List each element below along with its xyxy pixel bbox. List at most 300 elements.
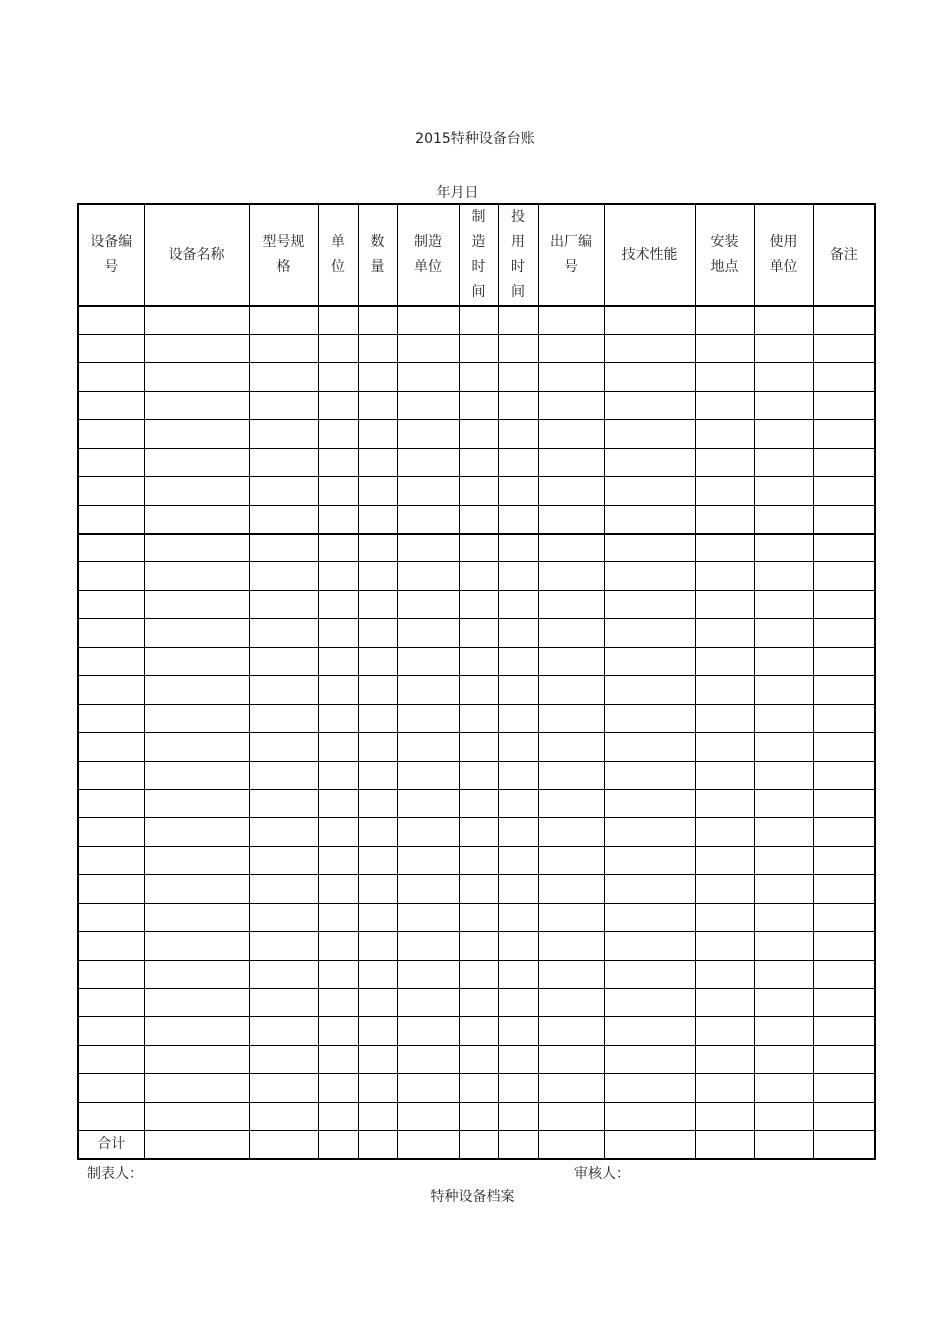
table-cell[interactable] [318,733,358,761]
table-cell[interactable] [498,448,538,476]
table-cell[interactable] [813,534,875,562]
table-cell[interactable] [754,932,813,960]
table-cell[interactable] [604,1045,695,1073]
table-cell[interactable] [538,818,604,846]
table-cell[interactable] [813,1102,875,1130]
table-cell[interactable] [813,960,875,988]
table-cell[interactable] [498,676,538,704]
table-cell[interactable] [144,334,249,362]
table-cell[interactable] [144,1074,249,1102]
table-cell[interactable] [78,619,144,647]
table-cell[interactable] [397,1074,459,1102]
table-cell[interactable] [498,704,538,732]
table-cell[interactable] [318,334,358,362]
table-cell[interactable] [459,1131,498,1159]
table-cell[interactable] [144,761,249,789]
table-cell[interactable] [459,960,498,988]
table-cell[interactable] [538,562,604,590]
table-cell[interactable] [695,761,754,789]
table-cell[interactable] [813,590,875,618]
table-cell[interactable] [498,420,538,448]
table-cell[interactable] [695,932,754,960]
table-cell[interactable] [144,391,249,419]
table-cell[interactable] [318,789,358,817]
table-cell[interactable] [459,391,498,419]
table-cell[interactable] [249,1131,318,1159]
table-cell[interactable] [358,505,397,533]
table-cell[interactable] [459,1074,498,1102]
table-cell[interactable] [459,1102,498,1130]
table-cell[interactable] [604,334,695,362]
table-cell[interactable] [358,1131,397,1159]
table-cell[interactable] [358,1102,397,1130]
table-cell[interactable] [358,534,397,562]
table-cell[interactable] [144,448,249,476]
table-cell[interactable] [358,846,397,874]
table-cell[interactable] [249,363,318,391]
table-cell[interactable] [318,846,358,874]
table-cell[interactable] [498,647,538,675]
table-cell[interactable] [459,818,498,846]
table-cell[interactable] [249,1074,318,1102]
table-cell[interactable] [397,647,459,675]
table-cell[interactable] [498,1017,538,1045]
table-cell[interactable] [397,562,459,590]
table-cell[interactable] [78,875,144,903]
table-cell[interactable] [397,590,459,618]
table-cell[interactable] [249,761,318,789]
table-cell[interactable] [813,761,875,789]
table-cell[interactable] [358,590,397,618]
table-cell[interactable] [695,846,754,874]
table-cell[interactable] [249,1102,318,1130]
table-cell[interactable] [498,391,538,419]
table-cell[interactable] [358,420,397,448]
table-cell[interactable] [604,761,695,789]
table-cell[interactable] [459,420,498,448]
table-cell[interactable] [358,1074,397,1102]
table-cell[interactable] [538,1045,604,1073]
table-cell[interactable] [144,1017,249,1045]
table-cell[interactable] [459,334,498,362]
table-cell[interactable] [604,590,695,618]
table-cell[interactable] [78,789,144,817]
table-cell[interactable] [695,676,754,704]
table-cell[interactable] [78,306,144,334]
table-cell[interactable] [397,1131,459,1159]
table-cell[interactable] [78,989,144,1017]
table-cell[interactable] [358,334,397,362]
table-cell[interactable] [318,1045,358,1073]
table-cell[interactable] [754,960,813,988]
table-cell[interactable] [318,448,358,476]
table-cell[interactable] [358,875,397,903]
table-cell[interactable] [249,989,318,1017]
table-cell[interactable] [754,420,813,448]
table-cell[interactable] [78,534,144,562]
table-cell[interactable] [813,818,875,846]
table-cell[interactable] [144,818,249,846]
table-cell[interactable] [358,306,397,334]
table-cell[interactable] [813,704,875,732]
table-cell[interactable] [604,647,695,675]
table-cell[interactable] [498,846,538,874]
table-cell[interactable] [144,932,249,960]
table-cell[interactable] [249,619,318,647]
table-cell[interactable] [695,505,754,533]
table-cell[interactable] [318,989,358,1017]
table-cell[interactable] [249,334,318,362]
table-cell[interactable] [397,1017,459,1045]
table-cell[interactable] [318,505,358,533]
table-cell[interactable] [318,818,358,846]
table-cell[interactable] [754,505,813,533]
table-cell[interactable] [318,960,358,988]
table-cell[interactable] [397,391,459,419]
table-cell[interactable] [459,619,498,647]
table-cell[interactable] [249,903,318,931]
table-cell[interactable] [538,306,604,334]
table-cell[interactable] [78,704,144,732]
table-cell[interactable] [249,960,318,988]
table-cell[interactable] [318,1017,358,1045]
table-cell[interactable] [604,619,695,647]
table-cell[interactable] [249,647,318,675]
table-cell[interactable] [754,818,813,846]
table-cell[interactable] [459,562,498,590]
table-cell[interactable] [538,534,604,562]
table-cell[interactable] [754,448,813,476]
table-cell[interactable] [604,1074,695,1102]
table-cell[interactable] [459,647,498,675]
table-cell[interactable] [498,903,538,931]
table-cell[interactable] [358,619,397,647]
table-cell[interactable] [498,363,538,391]
table-cell[interactable] [78,363,144,391]
table-cell[interactable] [78,960,144,988]
table-cell[interactable] [358,960,397,988]
table-cell[interactable] [144,562,249,590]
table-cell[interactable] [358,733,397,761]
table-cell[interactable] [78,562,144,590]
table-cell[interactable] [498,733,538,761]
table-cell[interactable] [78,903,144,931]
table-cell[interactable] [318,363,358,391]
table-cell[interactable] [538,875,604,903]
table-cell[interactable] [813,1131,875,1159]
table-cell[interactable] [358,789,397,817]
table-cell[interactable] [813,562,875,590]
table-cell[interactable] [498,1074,538,1102]
table-cell[interactable] [459,846,498,874]
table-cell[interactable] [78,391,144,419]
table-cell[interactable] [538,477,604,505]
table-cell[interactable] [78,420,144,448]
table-cell[interactable] [538,789,604,817]
table-cell[interactable] [318,1102,358,1130]
table-cell[interactable] [754,704,813,732]
table-cell[interactable] [318,704,358,732]
table-cell[interactable] [604,534,695,562]
table-cell[interactable] [813,846,875,874]
table-cell[interactable] [604,363,695,391]
table-cell[interactable] [144,306,249,334]
table-cell[interactable] [459,932,498,960]
table-cell[interactable] [754,789,813,817]
table-cell[interactable] [249,590,318,618]
table-cell[interactable] [144,1045,249,1073]
table-cell[interactable] [78,334,144,362]
table-cell[interactable] [538,334,604,362]
table-cell[interactable] [604,1102,695,1130]
table-cell[interactable] [695,306,754,334]
table-cell[interactable] [397,704,459,732]
table-cell[interactable] [358,704,397,732]
table-cell[interactable] [695,391,754,419]
table-cell[interactable] [459,1045,498,1073]
table-cell[interactable] [397,733,459,761]
table-cell[interactable] [358,363,397,391]
table-cell[interactable] [397,448,459,476]
table-cell[interactable] [144,590,249,618]
table-cell[interactable] [144,875,249,903]
table-cell[interactable] [538,733,604,761]
table-cell[interactable] [754,875,813,903]
table-cell[interactable] [459,534,498,562]
table-cell[interactable] [813,875,875,903]
table-cell[interactable] [459,676,498,704]
table-cell[interactable] [695,448,754,476]
table-cell[interactable] [538,704,604,732]
table-cell[interactable] [604,903,695,931]
table-cell[interactable] [813,903,875,931]
table-cell[interactable] [397,363,459,391]
table-cell[interactable] [754,1045,813,1073]
table-cell[interactable] [397,505,459,533]
table-cell[interactable] [459,903,498,931]
table-cell[interactable] [459,363,498,391]
table-cell[interactable] [78,505,144,533]
table-cell[interactable] [459,989,498,1017]
table-cell[interactable] [498,505,538,533]
table-cell[interactable] [397,306,459,334]
table-cell[interactable] [78,477,144,505]
table-cell[interactable] [249,306,318,334]
table-cell[interactable] [813,306,875,334]
table-cell[interactable] [249,846,318,874]
table-cell[interactable] [318,1131,358,1159]
table-cell[interactable] [498,477,538,505]
table-cell[interactable] [695,420,754,448]
table-cell[interactable] [78,1074,144,1102]
table-cell[interactable] [318,932,358,960]
table-cell[interactable] [754,676,813,704]
table-cell[interactable] [813,676,875,704]
table-cell[interactable] [144,733,249,761]
table-cell[interactable] [498,875,538,903]
table-cell[interactable] [604,733,695,761]
table-cell[interactable] [538,960,604,988]
table-cell[interactable] [358,932,397,960]
table-cell[interactable] [249,534,318,562]
table-cell[interactable] [358,391,397,419]
table-cell[interactable] [754,647,813,675]
table-cell[interactable] [538,505,604,533]
table-cell[interactable] [754,534,813,562]
table-cell[interactable] [695,789,754,817]
table-cell[interactable] [318,534,358,562]
table-cell[interactable] [397,789,459,817]
table-cell[interactable] [813,989,875,1017]
table-cell[interactable] [78,846,144,874]
table-cell[interactable] [813,733,875,761]
table-cell[interactable] [604,420,695,448]
table-cell[interactable] [249,875,318,903]
table-cell[interactable] [144,704,249,732]
table-cell[interactable] [249,733,318,761]
table-cell[interactable] [397,989,459,1017]
table-cell[interactable] [498,306,538,334]
table-cell[interactable] [538,903,604,931]
table-cell[interactable] [397,1045,459,1073]
table-cell[interactable] [498,932,538,960]
table-cell[interactable] [754,590,813,618]
table-cell[interactable] [144,676,249,704]
table-cell[interactable] [459,789,498,817]
table-cell[interactable] [604,306,695,334]
table-cell[interactable] [498,960,538,988]
table-cell[interactable] [78,818,144,846]
table-cell[interactable] [754,306,813,334]
table-cell[interactable] [318,619,358,647]
table-cell[interactable] [695,334,754,362]
table-cell[interactable] [754,989,813,1017]
table-cell[interactable] [358,647,397,675]
table-cell[interactable] [604,989,695,1017]
table-cell[interactable] [538,448,604,476]
table-cell[interactable] [813,1017,875,1045]
table-cell[interactable] [249,676,318,704]
table-cell[interactable] [358,676,397,704]
table-cell[interactable] [459,1017,498,1045]
table-cell[interactable] [144,420,249,448]
table-cell[interactable] [695,619,754,647]
table-cell[interactable] [813,1045,875,1073]
table-cell[interactable] [144,363,249,391]
table-cell[interactable] [397,846,459,874]
table-cell[interactable] [538,363,604,391]
table-cell[interactable] [249,704,318,732]
table-cell[interactable] [498,1131,538,1159]
table-cell[interactable] [397,932,459,960]
table-cell[interactable] [813,789,875,817]
table-cell[interactable] [358,477,397,505]
table-cell[interactable] [459,477,498,505]
table-cell[interactable] [249,391,318,419]
table-cell[interactable] [695,903,754,931]
table-cell[interactable] [318,477,358,505]
table-cell[interactable] [813,420,875,448]
table-cell[interactable] [695,733,754,761]
table-cell[interactable] [397,1102,459,1130]
table-cell[interactable] [754,733,813,761]
table-cell[interactable] [459,505,498,533]
table-cell[interactable] [695,590,754,618]
table-cell[interactable] [604,505,695,533]
table-cell[interactable] [318,562,358,590]
table-cell[interactable] [358,989,397,1017]
table-cell[interactable] [538,590,604,618]
table-cell[interactable] [604,1131,695,1159]
table-cell[interactable] [249,477,318,505]
table-cell[interactable] [604,932,695,960]
table-cell[interactable] [498,562,538,590]
table-cell[interactable] [695,875,754,903]
table-cell[interactable] [358,1017,397,1045]
table-cell[interactable] [249,420,318,448]
table-cell[interactable] [249,448,318,476]
table-cell[interactable] [144,647,249,675]
table-cell[interactable] [249,1045,318,1073]
table-cell[interactable] [695,1017,754,1045]
table-cell[interactable] [604,448,695,476]
table-cell[interactable] [604,562,695,590]
table-cell[interactable] [318,420,358,448]
table-cell[interactable] [604,704,695,732]
table-cell[interactable] [754,363,813,391]
table-cell[interactable] [604,875,695,903]
table-cell[interactable] [754,391,813,419]
table-cell[interactable] [318,1074,358,1102]
table-cell[interactable] [78,1017,144,1045]
table-cell[interactable] [754,1102,813,1130]
table-cell[interactable] [498,590,538,618]
table-cell[interactable] [459,590,498,618]
table-cell[interactable] [754,477,813,505]
table-cell[interactable] [604,818,695,846]
table-cell[interactable] [538,989,604,1017]
table-cell[interactable] [358,818,397,846]
table-cell[interactable] [813,647,875,675]
table-cell[interactable] [318,903,358,931]
table-cell[interactable] [604,846,695,874]
table-cell[interactable] [813,363,875,391]
table-cell[interactable] [813,448,875,476]
table-cell[interactable] [358,761,397,789]
table-cell[interactable] [695,1131,754,1159]
table-cell[interactable] [459,761,498,789]
table-cell[interactable] [318,590,358,618]
table-cell[interactable] [538,1131,604,1159]
table-cell[interactable] [249,932,318,960]
table-cell[interactable] [459,733,498,761]
table-cell[interactable] [695,960,754,988]
table-cell[interactable] [397,676,459,704]
table-cell[interactable] [78,733,144,761]
table-cell[interactable] [695,818,754,846]
table-cell[interactable] [249,789,318,817]
table-cell[interactable] [498,334,538,362]
table-cell[interactable] [695,647,754,675]
table-cell[interactable] [538,647,604,675]
table-cell[interactable] [813,391,875,419]
table-cell[interactable] [754,846,813,874]
table-cell[interactable] [78,1102,144,1130]
table-cell[interactable] [459,306,498,334]
table-cell[interactable] [538,619,604,647]
table-cell[interactable] [144,789,249,817]
table-cell[interactable] [144,903,249,931]
